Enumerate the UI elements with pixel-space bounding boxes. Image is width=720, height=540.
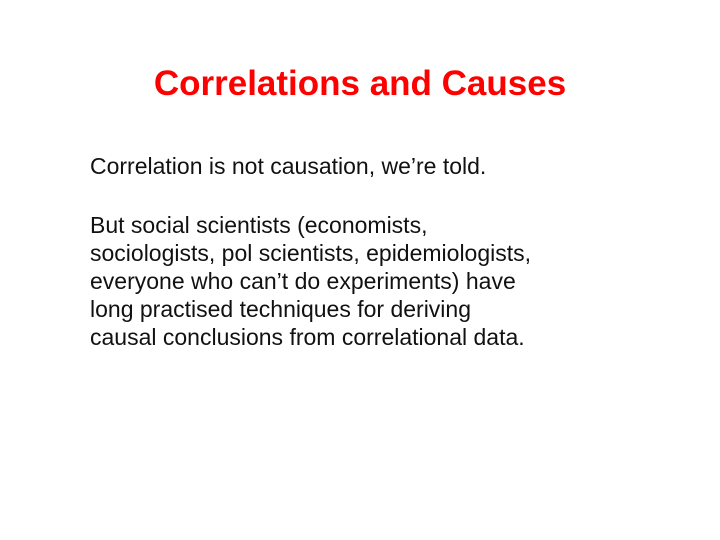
- paragraph-line: causal conclusions from correlational data.: [90, 324, 525, 350]
- paragraph-line: long practised techniques for deriving: [90, 296, 472, 322]
- slide-title: Correlations and Causes: [153, 64, 567, 103]
- paragraph-line: Correlation is not causation, we’re told.: [90, 153, 487, 179]
- paragraph-line: everyone who can’t do experiments) have: [90, 268, 516, 294]
- slide-body: [90, 152, 670, 351]
- paragraph-2: [90, 211, 670, 351]
- paragraph-line: But social scientists (economists,: [90, 212, 428, 238]
- paragraph-line: sociologists, pol scientists, epidemiologists,: [90, 240, 532, 266]
- paragraph-1: [90, 152, 670, 180]
